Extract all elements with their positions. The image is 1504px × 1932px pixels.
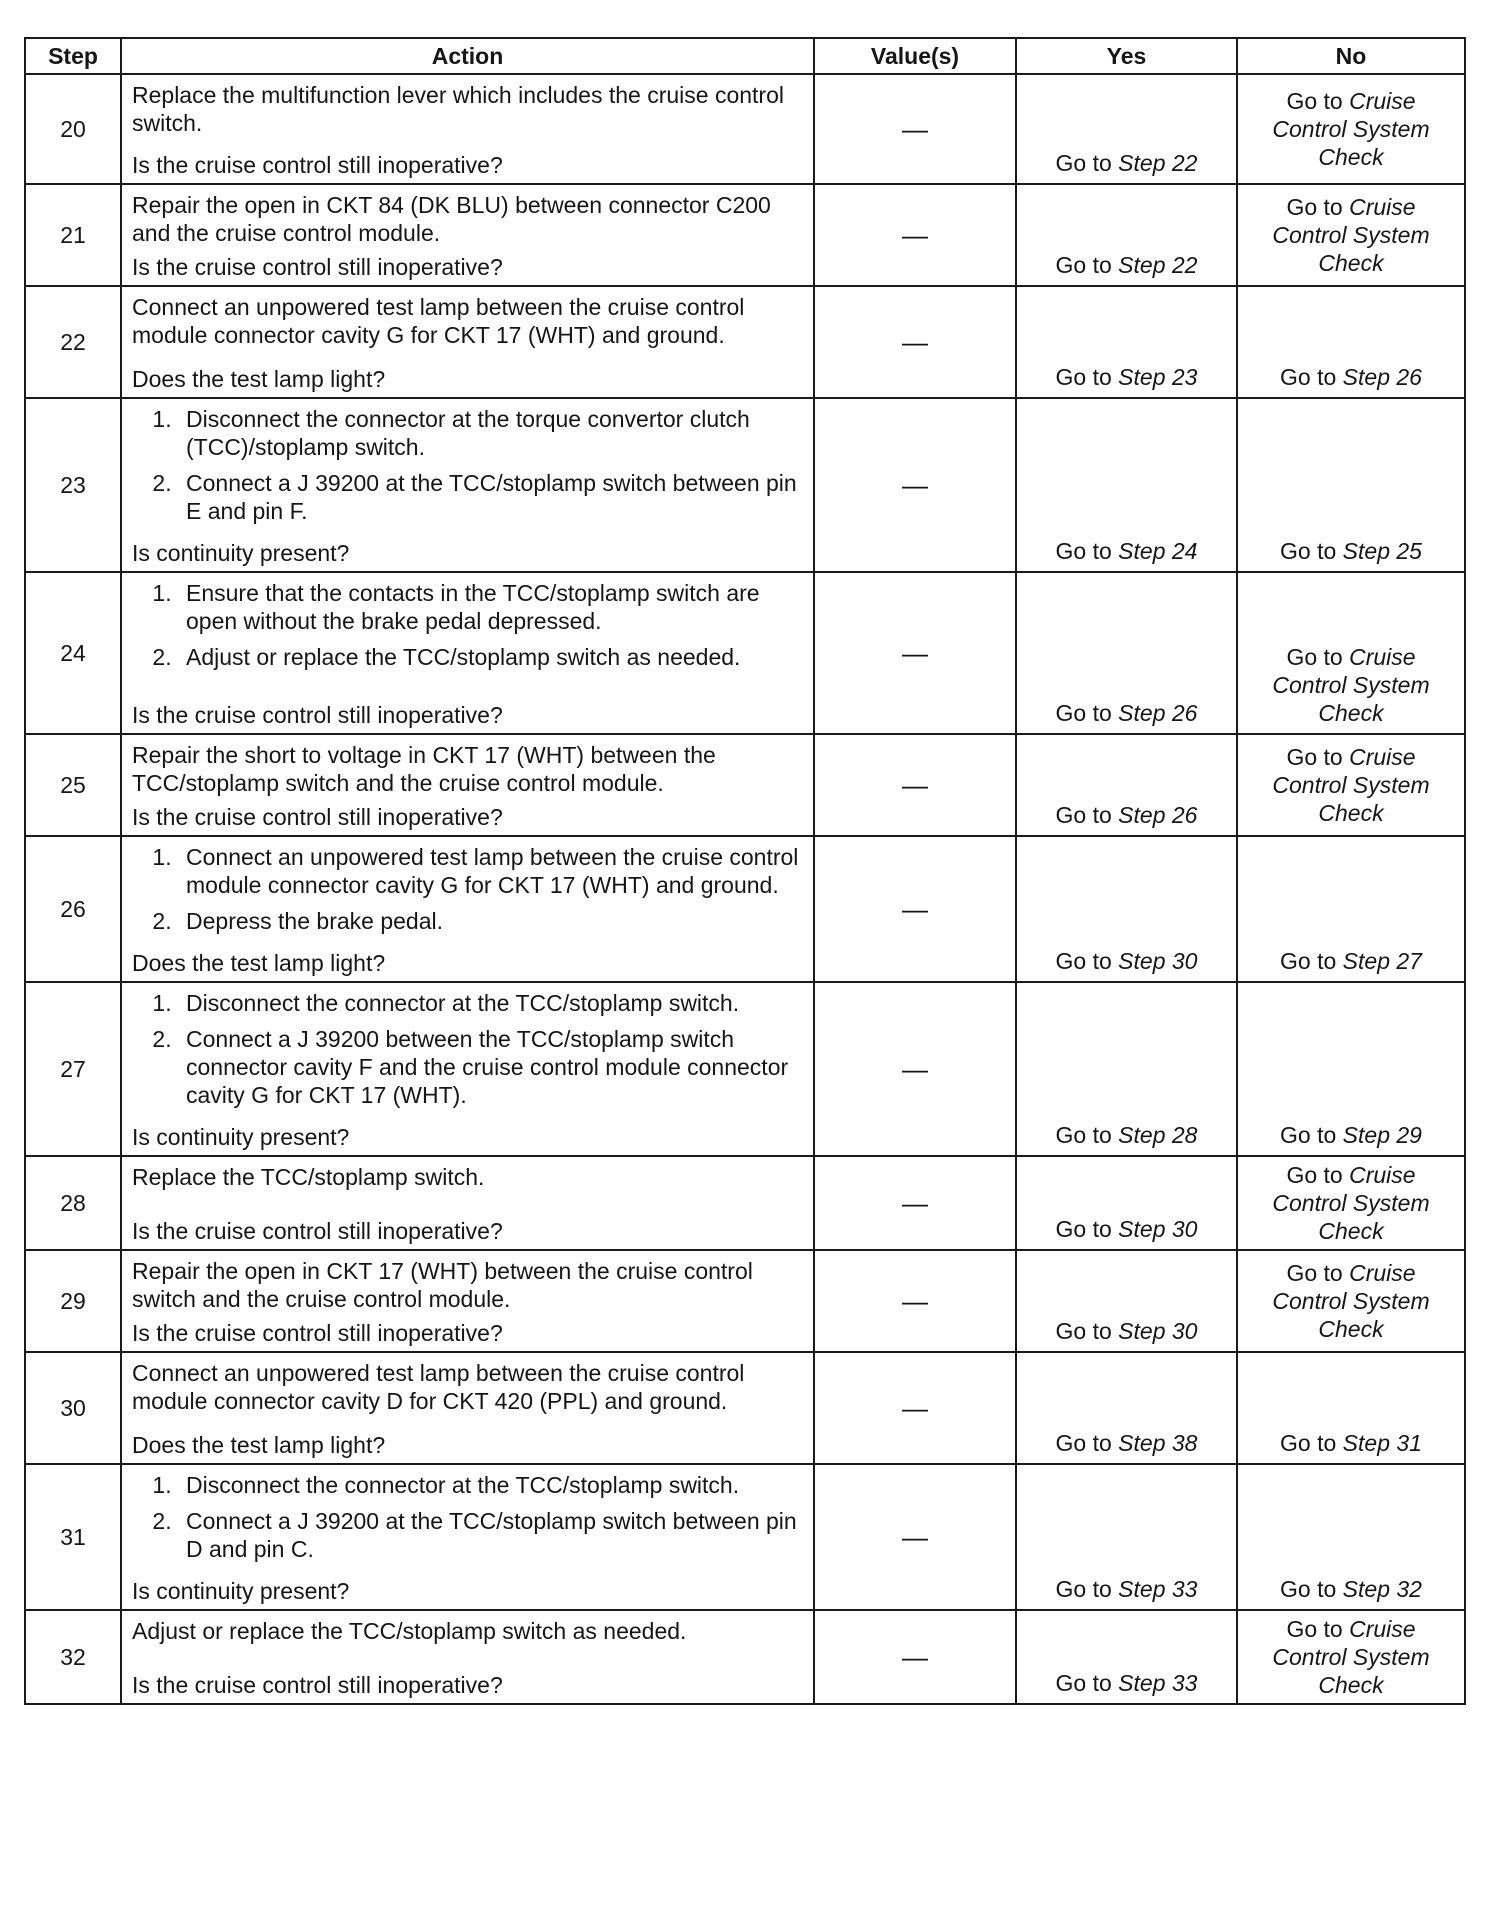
no-prefix: Go to (1286, 1162, 1350, 1188)
yes-reference-link[interactable]: Step 26 (1118, 700, 1198, 726)
value-cell: — (814, 1250, 1016, 1352)
action-question: Is the cruise control still inoperative? (132, 702, 503, 728)
table-row (25, 734, 1465, 836)
action-instructions (132, 1163, 803, 1191)
no-cell (1237, 1610, 1465, 1704)
yes-reference-link[interactable]: Step 33 (1118, 1670, 1198, 1696)
table-row (25, 982, 1465, 1156)
action-step-item: 1. Connect an unpowered test lamp between the cruise control module connector cavity G for CKT 17 (WHT) and ground. (178, 843, 803, 899)
yes-reference-link[interactable]: Step 28 (1118, 1122, 1198, 1148)
no-prefix: Go to (1286, 1260, 1350, 1286)
action-question: Is the cruise control still inoperative? (132, 804, 503, 830)
no-cell (1237, 1250, 1465, 1352)
action-cell (121, 982, 814, 1156)
action-steps-list (132, 405, 803, 525)
value-cell: — (814, 836, 1016, 982)
no-reference-link[interactable]: Step 26 (1342, 364, 1422, 390)
action-instructions (132, 81, 803, 137)
no-reference-link[interactable]: Cruise Control System Check (1272, 194, 1430, 276)
action-instructions (132, 989, 803, 1117)
yes-cell (1016, 1352, 1237, 1464)
action-step-item: 2. Connect a J 39200 between the TCC/stoplamp switch connector cavity F and the cruise control module connector cavity G for CKT 17 (WHT). (178, 1025, 803, 1109)
action-question: Is continuity present? (132, 1124, 350, 1150)
yes-cell (1016, 1250, 1237, 1352)
yes-cell (1016, 1156, 1237, 1250)
action-instructions (132, 1359, 803, 1415)
action-cell (121, 572, 814, 734)
action-text: Repair the short to voltage in CKT 17 (WHT) between the TCC/stoplamp switch and the cruise control module. (132, 742, 716, 796)
yes-prefix: Go to (1055, 538, 1119, 564)
action-cell (121, 74, 814, 184)
no-prefix: Go to (1280, 1430, 1343, 1456)
yes-prefix: Go to (1055, 802, 1119, 828)
no-cell (1237, 184, 1465, 286)
yes-reference-link[interactable]: Step 38 (1118, 1430, 1198, 1456)
yes-cell (1016, 398, 1237, 572)
action-content (132, 741, 803, 831)
value-cell: — (814, 398, 1016, 572)
action-instructions (132, 843, 803, 943)
step-number: 22 (25, 286, 121, 398)
no-reference-link[interactable]: Step 31 (1342, 1430, 1422, 1456)
yes-reference-link[interactable]: Step 22 (1118, 150, 1198, 176)
action-steps-list (132, 989, 803, 1109)
action-text: Connect an unpowered test lamp between the cruise control module connector cavity D for CKT 420 (PPL) and ground. (132, 1360, 745, 1414)
value-cell: — (814, 286, 1016, 398)
action-content (132, 293, 803, 393)
table-header-row (25, 38, 1465, 74)
action-cell (121, 1250, 814, 1352)
yes-reference-link[interactable]: Step 30 (1118, 1216, 1198, 1242)
yes-reference-link[interactable]: Step 33 (1118, 1576, 1198, 1602)
action-text: Replace the multifunction lever which includes the cruise control switch. (132, 82, 784, 136)
step-number: 28 (25, 1156, 121, 1250)
action-content (132, 1257, 803, 1347)
yes-reference-link[interactable]: Step 23 (1118, 364, 1198, 390)
action-question: Is the cruise control still inoperative? (132, 1672, 503, 1698)
yes-cell (1016, 1464, 1237, 1610)
header-values: Value(s) (814, 38, 1016, 74)
action-cell (121, 1610, 814, 1704)
action-instructions (132, 1471, 803, 1571)
action-instructions (132, 191, 803, 247)
yes-prefix: Go to (1055, 252, 1119, 278)
action-question: Is the cruise control still inoperative? (132, 1218, 503, 1244)
step-number: 21 (25, 184, 121, 286)
table-row (25, 74, 1465, 184)
step-number: 30 (25, 1352, 121, 1464)
yes-prefix: Go to (1055, 150, 1119, 176)
action-steps-list (132, 1471, 803, 1563)
no-cell (1237, 1464, 1465, 1610)
no-reference-link[interactable]: Step 29 (1342, 1122, 1422, 1148)
yes-prefix: Go to (1055, 948, 1119, 974)
action-cell (121, 836, 814, 982)
table-row (25, 1250, 1465, 1352)
no-reference-link[interactable]: Step 25 (1342, 538, 1422, 564)
yes-cell (1016, 286, 1237, 398)
action-cell (121, 734, 814, 836)
no-cell (1237, 286, 1465, 398)
no-prefix: Go to (1286, 1616, 1350, 1642)
action-content (132, 1617, 803, 1699)
action-step-item: 2. Adjust or replace the TCC/stoplamp switch as needed. (178, 643, 803, 671)
no-prefix: Go to (1286, 88, 1350, 114)
yes-cell (1016, 572, 1237, 734)
no-prefix: Go to (1286, 744, 1350, 770)
action-cell (121, 1352, 814, 1464)
yes-reference-link[interactable]: Step 30 (1118, 948, 1198, 974)
yes-prefix: Go to (1055, 700, 1119, 726)
yes-reference-link[interactable]: Step 22 (1118, 252, 1198, 278)
action-cell (121, 184, 814, 286)
table-row (25, 286, 1465, 398)
no-cell (1237, 836, 1465, 982)
action-content (132, 1471, 803, 1605)
yes-reference-link[interactable]: Step 30 (1118, 1318, 1198, 1344)
table-row (25, 1156, 1465, 1250)
table-row (25, 184, 1465, 286)
no-cell (1237, 74, 1465, 184)
action-step-item: 2. Depress the brake pedal. (178, 907, 803, 935)
no-cell (1237, 1352, 1465, 1464)
action-question: Is continuity present? (132, 540, 350, 566)
yes-cell (1016, 184, 1237, 286)
action-question: Does the test lamp light? (132, 366, 386, 392)
yes-prefix: Go to (1055, 1122, 1119, 1148)
value-cell: — (814, 1352, 1016, 1464)
step-number: 27 (25, 982, 121, 1156)
header-no: No (1237, 38, 1465, 74)
no-reference-link[interactable]: Cruise Control System Check (1272, 744, 1430, 826)
action-cell (121, 1464, 814, 1610)
action-instructions (132, 741, 803, 797)
step-number: 32 (25, 1610, 121, 1704)
value-cell: — (814, 1156, 1016, 1250)
table-body (25, 74, 1465, 1704)
value-cell: — (814, 982, 1016, 1156)
action-step-item: 2. Connect a J 39200 at the TCC/stoplamp switch between pin E and pin F. (178, 469, 803, 525)
no-prefix: Go to (1280, 538, 1343, 564)
action-step-item: 1. Disconnect the connector at the TCC/stoplamp switch. (178, 989, 803, 1017)
action-instructions (132, 293, 803, 349)
action-question: Does the test lamp light? (132, 950, 386, 976)
yes-cell (1016, 982, 1237, 1156)
action-text: Repair the open in CKT 17 (WHT) between the cruise control switch and the cruise control module. (132, 1258, 753, 1312)
step-number: 26 (25, 836, 121, 982)
value-cell: — (814, 184, 1016, 286)
no-prefix: Go to (1280, 948, 1343, 974)
yes-prefix: Go to (1055, 1318, 1119, 1344)
no-cell (1237, 398, 1465, 572)
action-question: Is continuity present? (132, 1578, 350, 1604)
no-prefix: Go to (1286, 194, 1350, 220)
step-number: 31 (25, 1464, 121, 1610)
no-cell (1237, 1156, 1465, 1250)
action-instructions (132, 579, 803, 679)
step-number: 25 (25, 734, 121, 836)
table-row (25, 572, 1465, 734)
no-prefix: Go to (1280, 1122, 1343, 1148)
step-number: 23 (25, 398, 121, 572)
action-content (132, 579, 803, 729)
no-cell (1237, 734, 1465, 836)
no-reference-link[interactable]: Cruise Control System Check (1272, 1260, 1430, 1342)
no-cell (1237, 982, 1465, 1156)
yes-prefix: Go to (1055, 364, 1119, 390)
step-number: 29 (25, 1250, 121, 1352)
yes-cell (1016, 734, 1237, 836)
action-cell (121, 286, 814, 398)
header-step: Step (25, 38, 121, 74)
action-step-item: 1. Disconnect the connector at the TCC/stoplamp switch. (178, 1471, 803, 1499)
value-cell: — (814, 1464, 1016, 1610)
action-question: Is the cruise control still inoperative? (132, 152, 503, 178)
header-action: Action (121, 38, 814, 74)
action-steps-list (132, 843, 803, 935)
no-prefix: Go to (1286, 644, 1350, 670)
action-question: Does the test lamp light? (132, 1432, 386, 1458)
yes-prefix: Go to (1055, 1216, 1119, 1242)
no-cell (1237, 572, 1465, 734)
action-cell (121, 1156, 814, 1250)
action-step-item: 2. Connect a J 39200 at the TCC/stoplamp switch between pin D and pin C. (178, 1507, 803, 1563)
action-content (132, 191, 803, 281)
yes-prefix: Go to (1055, 1576, 1119, 1602)
no-reference-link[interactable]: Cruise Control System Check (1272, 644, 1430, 726)
action-step-item: 1. Ensure that the contacts in the TCC/stoplamp switch are open without the brake pedal depressed. (178, 579, 803, 635)
action-content (132, 1359, 803, 1459)
action-content (132, 405, 803, 567)
action-text: Replace the TCC/stoplamp switch. (132, 1164, 485, 1190)
action-instructions (132, 1617, 803, 1645)
yes-cell (1016, 74, 1237, 184)
no-reference-link[interactable]: Step 32 (1342, 1576, 1422, 1602)
action-question: Is the cruise control still inoperative? (132, 1320, 503, 1346)
step-number: 20 (25, 74, 121, 184)
action-question: Is the cruise control still inoperative? (132, 254, 503, 280)
table-row (25, 1464, 1465, 1610)
yes-cell (1016, 1610, 1237, 1704)
table-row (25, 1352, 1465, 1464)
yes-reference-link[interactable]: Step 24 (1118, 538, 1198, 564)
no-reference-link[interactable]: Cruise Control System Check (1272, 1162, 1430, 1244)
action-content (132, 1163, 803, 1245)
yes-cell (1016, 836, 1237, 982)
yes-prefix: Go to (1055, 1430, 1119, 1456)
action-instructions (132, 1257, 803, 1313)
no-reference-link[interactable]: Cruise Control System Check (1272, 1616, 1430, 1698)
action-text: Adjust or replace the TCC/stoplamp switch as needed. (132, 1618, 687, 1644)
action-content (132, 843, 803, 977)
no-reference-link[interactable]: Cruise Control System Check (1272, 88, 1430, 170)
no-reference-link[interactable]: Step 27 (1342, 948, 1422, 974)
step-number: 24 (25, 572, 121, 734)
action-instructions (132, 405, 803, 533)
diagnostic-table (24, 37, 1466, 1705)
action-steps-list (132, 579, 803, 671)
action-text: Connect an unpowered test lamp between the cruise control module connector cavity G for CKT 17 (WHT) and ground. (132, 294, 745, 348)
value-cell: — (814, 572, 1016, 734)
action-cell (121, 398, 814, 572)
value-cell: — (814, 734, 1016, 836)
yes-reference-link[interactable]: Step 26 (1118, 802, 1198, 828)
no-prefix: Go to (1280, 1576, 1343, 1602)
table-row (25, 1610, 1465, 1704)
action-content (132, 989, 803, 1151)
table-row (25, 836, 1465, 982)
action-content (132, 81, 803, 179)
yes-prefix: Go to (1055, 1670, 1119, 1696)
action-text: Repair the open in CKT 84 (DK BLU) between connector C200 and the cruise control module. (132, 192, 771, 246)
action-step-item: 1. Disconnect the connector at the torque convertor clutch (TCC)/stoplamp switch. (178, 405, 803, 461)
header-yes: Yes (1016, 38, 1237, 74)
no-prefix: Go to (1280, 364, 1343, 390)
table-row (25, 398, 1465, 572)
value-cell: — (814, 74, 1016, 184)
value-cell: — (814, 1610, 1016, 1704)
